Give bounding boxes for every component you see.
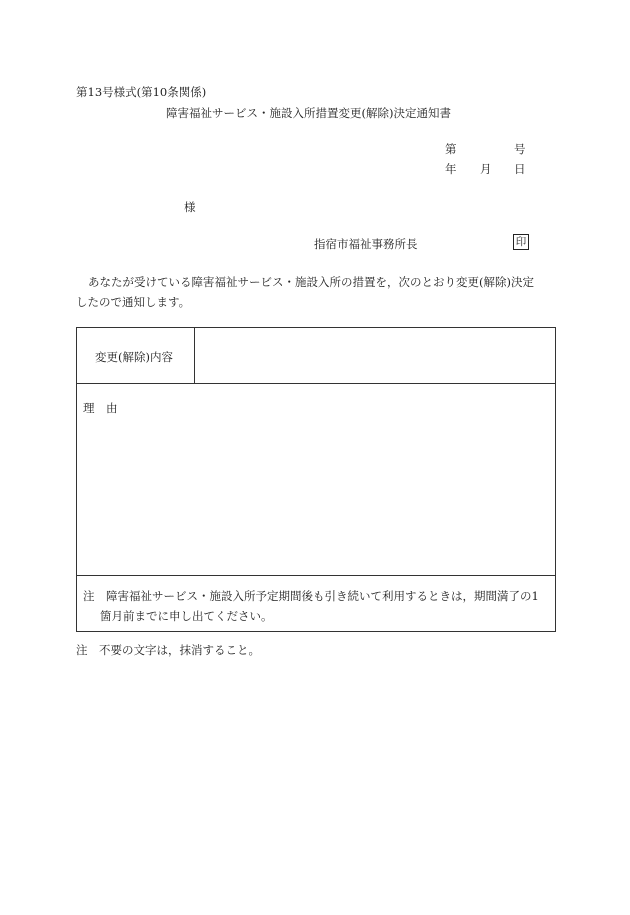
date-day-label: 日 [514, 162, 526, 176]
sender-name: 指宿市福祉事務所長 [314, 237, 418, 251]
doc-number-prefix: 第 [445, 142, 457, 156]
reason-row [77, 384, 555, 576]
document-title: 障害福祉サービス・施設入所措置変更(解除)決定通知書 [166, 106, 451, 120]
table-note-line-2: 箇月前までに申し出てください。 [100, 609, 273, 623]
reason-label: 理 由 [83, 401, 118, 415]
addressee-honorific: 様 [184, 200, 196, 214]
change-content-label: 変更(解除)内容 [95, 350, 173, 364]
change-content-row [77, 328, 555, 384]
table-note [83, 586, 553, 626]
doc-number-suffix: 号 [514, 142, 526, 156]
table-note-row [77, 576, 555, 631]
seal-mark: 印 [513, 234, 529, 250]
date-year-label: 年 [445, 162, 457, 176]
table-note-line-1: 注 障害福祉サービス・施設入所予定期間後も引き続いて利用するときは，期間満了の1 [83, 589, 539, 603]
date-month-label: 月 [480, 162, 492, 176]
footer-note: 注 不要の文字は，抹消すること。 [76, 643, 260, 657]
notice-body [76, 272, 556, 312]
change-content-label-cell [77, 328, 195, 383]
notice-body-line-1: あなたが受けている障害福祉サービス・施設入所の措置を，次のとおり変更(解除)決定 [88, 275, 534, 289]
form-number: 第13号様式(第10条関係) [76, 85, 207, 99]
notice-body-line-2: したので通知します。 [76, 295, 191, 309]
notice-table [76, 327, 556, 632]
